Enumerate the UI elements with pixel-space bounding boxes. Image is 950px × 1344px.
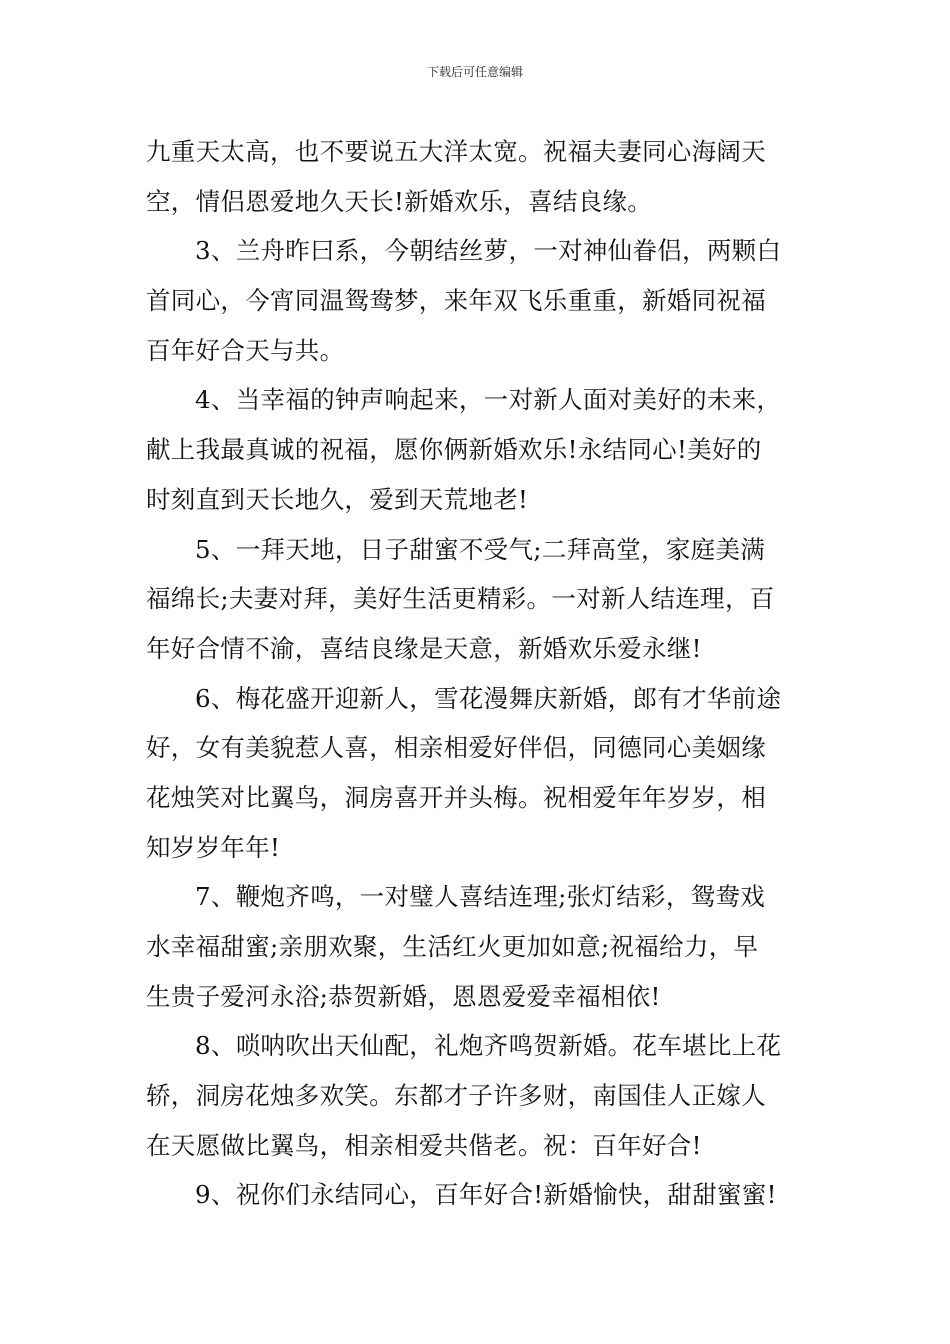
text-line: 年好合情不渝，喜结良缘是天意，新婚欢乐爱永继!: [146, 633, 702, 663]
text-line: 知岁岁年年!: [146, 832, 281, 862]
text-line: 花烛笑对比翼鸟，洞房喜开并头梅。祝相爱年年岁岁，相: [146, 782, 766, 812]
text-line: 生贵子爱河永浴;恭贺新婚，恩恩爱爱幸福相依!: [146, 981, 661, 1011]
text-line: 5、一拜天地，日子甜蜜不受气;二拜高堂，家庭美满: [195, 534, 766, 564]
text-line: 8、唢呐吹出天仙配，礼炮齐鸣贺新婚。花车堪比上花: [195, 1031, 782, 1061]
text-line: 7、鞭炮齐鸣，一对璧人喜结连理;张灯结彩，鸳鸯戏: [195, 882, 766, 912]
page-header: 下载后可任意编辑: [426, 65, 523, 79]
text-line: 首同心，今宵同温鸳鸯梦，来年双飞乐重重，新婚同祝福: [146, 286, 766, 316]
text-line: 6、梅花盛开迎新人，雪花漫舞庆新婚，郎有才华前途: [195, 683, 782, 713]
text-line: 空，情侣恩爱地久天长!新婚欢乐，喜结良缘。: [146, 186, 653, 216]
text-line: 3、兰舟昨曰系，今朝结丝萝，一对神仙眷侣，两颗白: [195, 236, 782, 266]
text-line: 9、祝你们永结同心，百年好合!新婚愉快，甜甜蜜蜜!: [195, 1180, 777, 1210]
text-line: 好，女有美貌惹人喜，相亲相爱好伴侣，同德同心美姻缘: [146, 733, 766, 763]
text-line: 在天愿做比翼鸟，相亲相爱共偕老。祝：百年好合!: [146, 1130, 702, 1160]
text-line: 水幸福甜蜜;亲朋欢聚，生活红火更加如意;祝福给力，早: [146, 932, 759, 961]
text-line: 百年好合天与共。: [146, 335, 345, 365]
text-line: 4、当幸福的钟声响起来，一对新人面对美好的未来，: [195, 385, 782, 415]
text-line: 九重天太高，也不要说五大洋太宽。祝福夫妻同心海阔天: [146, 137, 766, 166]
document-body: [146, 127, 811, 1220]
text-line: 时刻直到天长地久，爱到天荒地老!: [146, 484, 529, 514]
text-line: 轿，洞房花烛多欢笑。东都才子许多财，南国佳人正嫁人: [146, 1081, 766, 1111]
text-line: 福绵长;夫妻对拜，美好生活更精彩。一对新人结连理，百: [146, 584, 775, 614]
text-line: 献上我最真诚的祝福，愿你俩新婚欢乐!永结同心!美好的: [146, 435, 762, 465]
